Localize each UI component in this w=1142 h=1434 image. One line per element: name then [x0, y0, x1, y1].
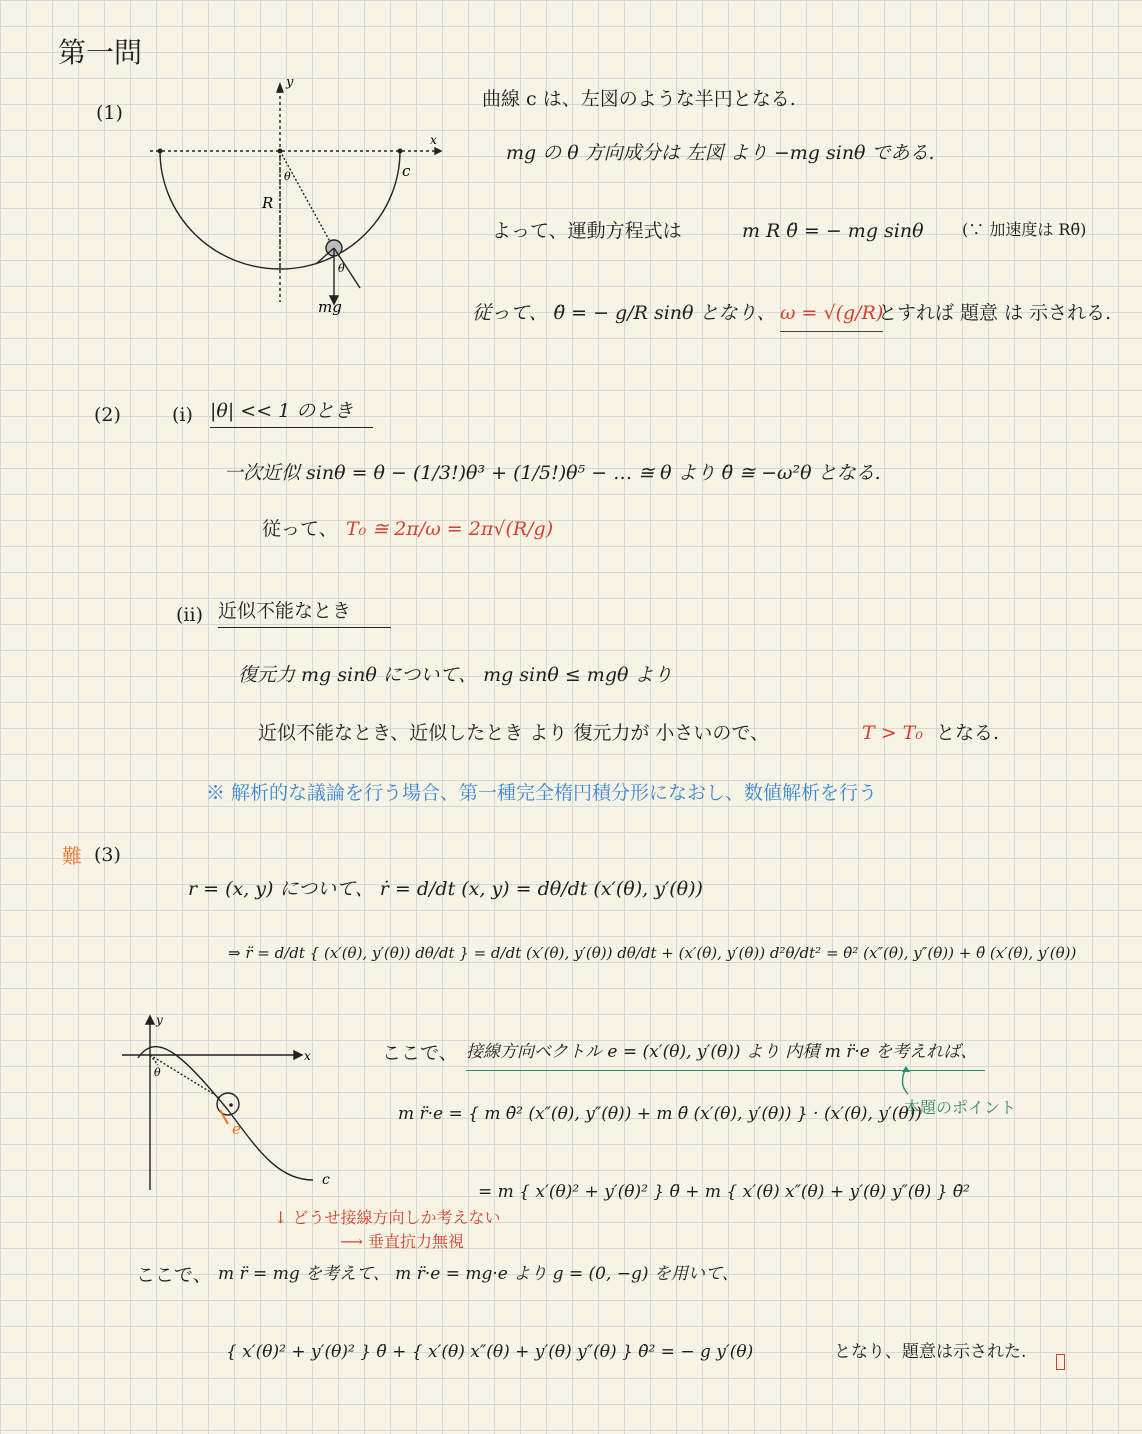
p3-line1b: 接線方向ベクトル e = (x′(θ), y′(θ)) より 内積 m r̈·e を考えれば、 — [466, 1042, 985, 1071]
p2-i-line2a: 従って、 — [262, 518, 338, 540]
fig1-mg-label: mg — [318, 298, 342, 316]
p3-line4a: ここで、 — [136, 1264, 212, 1286]
p2-ii-result: T > T₀ — [862, 722, 923, 744]
fig1-y-label: y — [286, 75, 294, 90]
p2-i-period: T₀ ≅ 2π/ω = 2π√(R/g) — [346, 518, 554, 540]
fig3-e-label: e — [232, 1120, 241, 1138]
fig1-theta2-label: θ — [338, 262, 345, 275]
fig3-theta-label: θ — [154, 1066, 161, 1079]
semicircle-figure — [150, 72, 440, 322]
p3-line1a: ここで、 — [382, 1042, 458, 1064]
fig1-theta-label: θ — [284, 170, 291, 183]
p3-eq2: ⇒ r̈ = d/dt { (x′(θ), y′(θ)) dθ/dt } = d/dt (x′(θ), y′(θ)) dθ/dt + (x′(θ), y′(θ)) d²θ/dt² = θ̇² (x″(θ), y″(θ)) + θ̈ (x′(θ), y′(θ)) — [228, 944, 1077, 962]
p2-ii-line2a: 近似不能なとき、近似したとき より 復元力が 小さいので、 — [258, 722, 769, 744]
problem-3-number: (3) — [94, 844, 121, 866]
p1-line2: mg の θ 方向成分は 左図 より −mg sinθ である. — [506, 142, 935, 164]
p2-ii-line1: 復元力 mg sinθ について、 mg sinθ ≤ mgθ より — [238, 664, 673, 686]
p1-line3c: (∵ 加速度は Rθ̈) — [962, 220, 1087, 239]
pendulum-string — [280, 151, 333, 247]
fig1-c-label: c — [402, 162, 411, 180]
p3-line5b: となり、題意は示された. — [834, 1342, 1027, 1362]
p1-line4-omega: ω = √(g/R) — [780, 302, 883, 332]
p2-i-title: |θ| << 1 のとき — [210, 400, 373, 428]
p1-line1: 曲線 c は、左図のような半円となる. — [482, 88, 796, 110]
p3-hard-mark: 難 — [62, 844, 82, 868]
fig3-c-label: c — [322, 1172, 330, 1188]
p2-ii-line2b: となる. — [936, 722, 1000, 744]
p1-line4b: とすれば 題意 は 示される. — [878, 302, 1112, 324]
fig1-x-label: x — [430, 133, 437, 147]
p3-line2: m r̈·e = { m θ̇² (x″(θ), y″(θ)) + m θ̈ (x′(θ), y′(θ)) } · (x′(θ), y′(θ)) — [398, 1104, 922, 1124]
p3-line3: = m { x′(θ)² + y′(θ)² } θ̈ + m { x′(θ) x″(θ) + y′(θ) y″(θ) } θ̇² — [478, 1182, 970, 1202]
p3-line5a: { x′(θ)² + y′(θ)² } θ̈ + { x′(θ) x″(θ) + y′(θ) y″(θ) } θ̇² = − g y′(θ) — [226, 1342, 754, 1362]
fig3-x-label: x — [304, 1049, 311, 1063]
p2-note: ※ 解析的な議論を行う場合、第一種完全楕円積分形になおし、数値解析を行う — [206, 782, 878, 804]
p2-ii-label: (ii) — [176, 604, 203, 626]
problem-1-number: (1) — [96, 102, 123, 124]
p1-line3b: m R θ̈ = − mg sinθ — [742, 220, 924, 242]
p2-i-label: (i) — [172, 404, 193, 426]
p2-ii-title: 近似不能なとき — [218, 600, 391, 628]
p3-red-note1: ↓ どうせ接線方向しか考えない — [274, 1208, 501, 1227]
p3-point-note: 本題のポイント — [904, 1098, 1017, 1117]
p3-line4b: m r̈ = mg を考えて、 m r̈·e = mg·e より g = (0, −g) を用いて、 — [218, 1264, 739, 1284]
p2-i-line1: 一次近似 sinθ = θ − (1/3!)θ³ + (1/5!)θ⁵ − … ≅ θ より θ̈ ≅ −ω²θ となる. — [224, 462, 881, 484]
p3-eq1: r = (x, y) について、 ṙ = d/dt (x, y) = dθ/dt (x′(θ), y′(θ)) — [188, 878, 703, 900]
p1-line4a: 従って、 θ̈ = − g/R sinθ となり、 — [472, 302, 776, 324]
curve-figure — [118, 1010, 348, 1190]
p3-red-note2: ⟶ 垂直抗力無視 — [340, 1232, 465, 1251]
page-title: 第一問 — [58, 36, 143, 69]
problem-2-number: (2) — [94, 404, 121, 426]
curve-c — [138, 1047, 313, 1180]
fig3-y-label: y — [156, 1013, 163, 1027]
text-cursor-icon — [1056, 1354, 1065, 1370]
p1-line3a: よって、運動方程式は — [492, 220, 682, 242]
point-arrow — [896, 1066, 916, 1096]
fig1-R-label: R — [262, 194, 274, 212]
